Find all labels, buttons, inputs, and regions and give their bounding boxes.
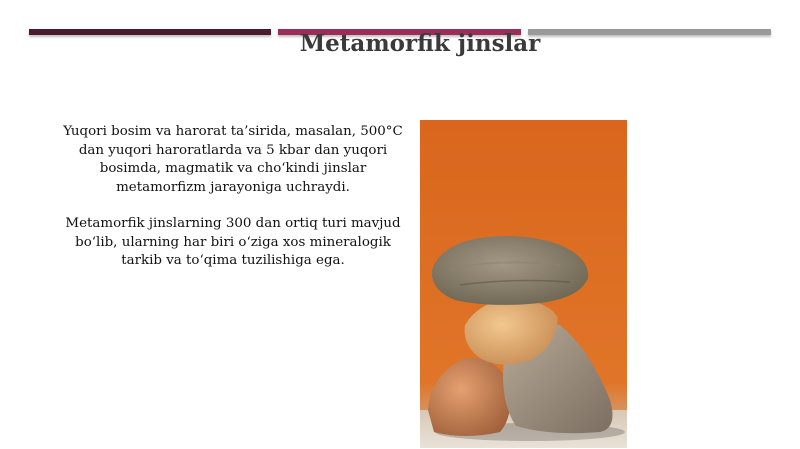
paragraph-rock-types: Metamorfik jinslarning 300 dan ortiq turi mavjud bo‘lib, ularning har biri o‘ziga xos mineralogik tarkib va to‘qima tuzilishiga ega. bbox=[65, 216, 401, 268]
stacked-rocks-photo bbox=[420, 120, 627, 448]
slide-body bbox=[54, 123, 412, 289]
paragraph-pressure-temperature: Yuqori bosim va harorat ta’sirida, masalan, 500°C dan yuqori haroratlarda va 5 kbar dan yuqori bosimda, magmatik va cho‘kindi jinslar metamorfizm jarayoniga uchraydi. bbox=[63, 124, 403, 195]
slide-title: Metamorfik jinslar bbox=[299, 30, 541, 57]
